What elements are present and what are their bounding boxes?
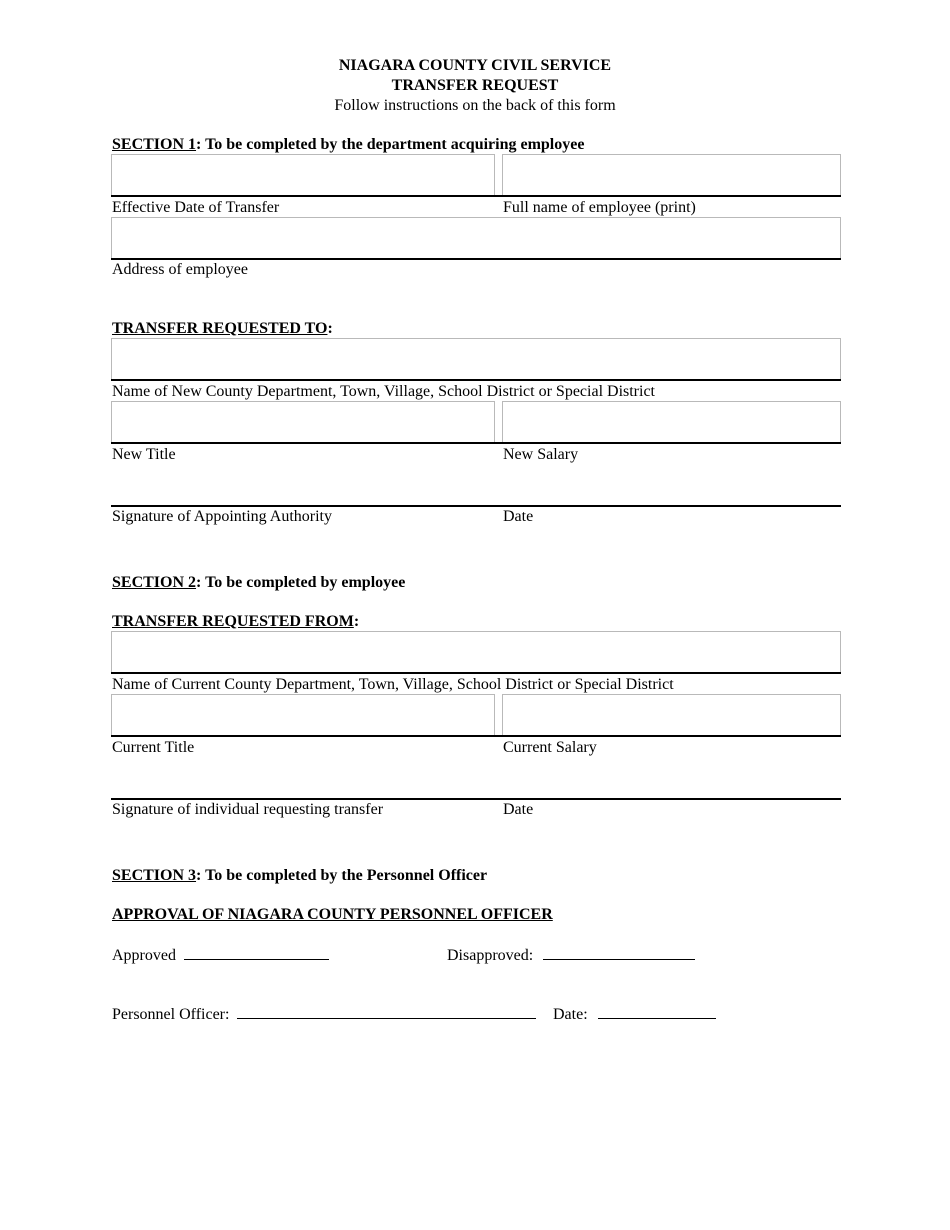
transfer-to-heading bbox=[112, 319, 333, 339]
officer-date-blank[interactable] bbox=[598, 1003, 716, 1019]
appointing-signature-label: Signature of Appointing Authority bbox=[112, 508, 332, 525]
employee-address-label: Address of employee bbox=[112, 261, 248, 278]
new-title-input[interactable] bbox=[111, 401, 495, 443]
form-subtitle: Follow instructions on the back of this form bbox=[334, 97, 616, 114]
approved-blank[interactable] bbox=[184, 944, 329, 960]
new-department-rule bbox=[111, 379, 841, 381]
section3-heading bbox=[112, 866, 487, 886]
form-title-line1: NIAGARA COUNTY CIVIL SERVICE bbox=[338, 57, 612, 74]
section1-description: : To be completed by the department acquiring employee bbox=[196, 136, 585, 153]
transfer-from-heading bbox=[112, 612, 359, 632]
section1-label: SECTION 1 bbox=[112, 136, 197, 153]
effective-date-input[interactable] bbox=[111, 154, 495, 196]
officer-date-label: Date: bbox=[553, 1006, 588, 1023]
employee-date-label: Date bbox=[503, 801, 534, 818]
employee-signature-label: Signature of individual requesting transfer bbox=[112, 801, 384, 818]
effective-date-label: Effective Date of Transfer bbox=[112, 199, 280, 216]
new-title-label: New Title bbox=[112, 446, 176, 463]
current-department-rule bbox=[111, 672, 841, 674]
disapproved-row bbox=[447, 944, 695, 966]
new-title-salary-rule bbox=[111, 442, 841, 444]
current-salary-label: Current Salary bbox=[503, 739, 597, 756]
officer-date-row bbox=[553, 1003, 716, 1025]
section2-heading bbox=[112, 573, 405, 593]
personnel-officer-blank[interactable] bbox=[237, 1003, 536, 1019]
approved-label: Approved bbox=[112, 947, 176, 964]
section3-description: : To be completed by the Personnel Officer bbox=[196, 867, 488, 884]
disapproved-blank[interactable] bbox=[543, 944, 695, 960]
section3-label: SECTION 3 bbox=[112, 867, 197, 884]
current-salary-input[interactable] bbox=[502, 694, 841, 736]
current-department-label: Name of Current County Department, Town, Village, School District or Special District bbox=[112, 676, 674, 693]
employee-name-input[interactable] bbox=[502, 154, 841, 196]
new-salary-label: New Salary bbox=[503, 446, 579, 463]
personnel-officer-row bbox=[112, 1003, 536, 1025]
transfer-from-heading-text: TRANSFER REQUESTED FROM bbox=[112, 613, 354, 630]
new-salary-input[interactable] bbox=[502, 401, 841, 443]
transfer-from-heading-colon: : bbox=[353, 613, 360, 630]
approval-heading: APPROVAL OF NIAGARA COUNTY PERSONNEL OFFICER bbox=[112, 906, 553, 923]
personnel-officer-label: Personnel Officer: bbox=[112, 1006, 230, 1023]
section1-heading bbox=[112, 135, 584, 155]
current-title-salary-rule bbox=[111, 735, 841, 737]
current-title-label: Current Title bbox=[112, 739, 195, 756]
new-department-label: Name of New County Department, Town, Village, School District or Special District bbox=[112, 383, 655, 400]
current-department-input[interactable] bbox=[111, 631, 841, 673]
disapproved-label: Disapproved: bbox=[447, 947, 534, 964]
approved-row bbox=[112, 944, 329, 966]
transfer-to-heading-colon: : bbox=[327, 320, 333, 337]
appointing-date-label: Date bbox=[503, 508, 534, 525]
section1-row1-rule bbox=[111, 195, 841, 197]
employee-address-input[interactable] bbox=[111, 217, 841, 259]
transfer-to-heading-text: TRANSFER REQUESTED TO bbox=[112, 320, 328, 337]
section2-label: SECTION 2 bbox=[112, 574, 197, 591]
current-title-input[interactable] bbox=[111, 694, 495, 736]
new-department-input[interactable] bbox=[111, 338, 841, 380]
form-title-line2: TRANSFER REQUEST bbox=[391, 77, 559, 94]
employee-name-label: Full name of employee (print) bbox=[503, 199, 696, 216]
section2-description: : To be completed by employee bbox=[196, 574, 406, 591]
